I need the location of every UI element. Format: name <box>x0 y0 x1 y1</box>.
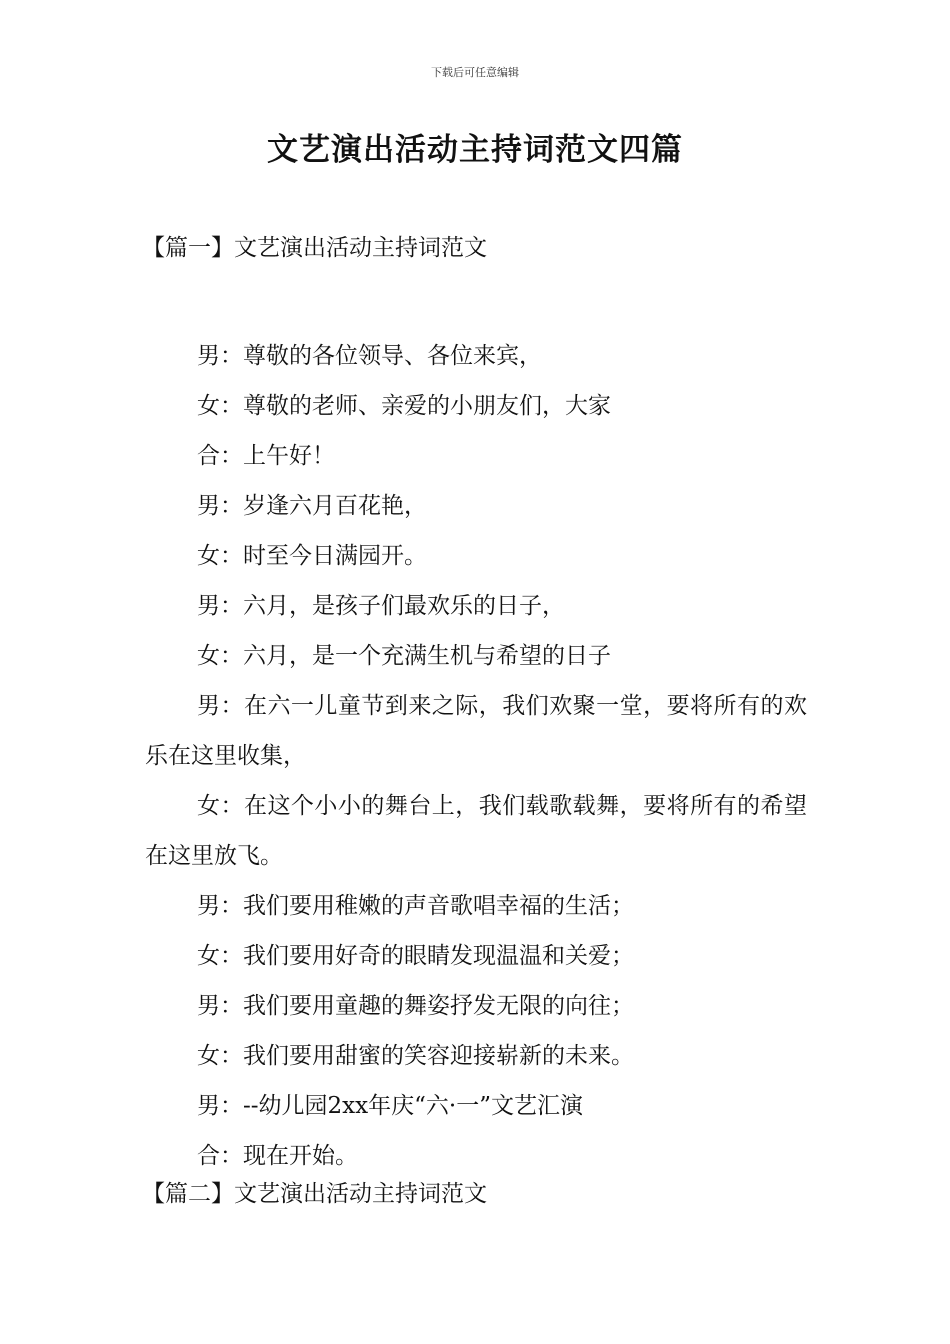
dialogue-line: 男：我们要用童趣的舞姿抒发无限的向往； <box>197 993 634 1019</box>
dialogue-line: 女：我们要用好奇的眼睛发现温温和关爱； <box>197 943 634 969</box>
dialogue-line: 女：时至今日满园开。 <box>197 543 427 569</box>
dialogue-line: 男：尊敬的各位领导、各位来宾， <box>197 343 542 369</box>
dialogue-line: 女：尊敬的老师、亲爱的小朋友们，大家 <box>197 393 611 419</box>
dialogue-line: 合：现在开始。 <box>197 1143 358 1169</box>
dialogue-line: 女：在这个小小的舞台上，我们载歌载舞，要将所有的希望在这里放飞。 <box>145 793 807 869</box>
section-heading-1: 【篇一】文艺演出活动主持词范文 <box>142 235 487 261</box>
dialogue-line: 男：--幼儿园2xx年庆“六·一”文艺汇演 <box>197 1093 583 1119</box>
dialogue-line: 男：六月，是孩子们最欢乐的日子， <box>197 593 565 619</box>
dialogue-line: 女：我们要用甜蜜的笑容迎接崭新的未来。 <box>197 1043 634 1069</box>
dialogue-line: 男：岁逢六月百花艳， <box>197 493 427 519</box>
document-title: 文艺演出活动主持词范文四篇 <box>267 132 683 168</box>
dialogue-line: 男：在六一儿童节到来之际，我们欢聚一堂，要将所有的欢乐在这里收集， <box>145 693 807 769</box>
dialogue-line: 男：我们要用稚嫩的声音歌唱幸福的生活； <box>197 893 634 919</box>
section-heading-2: 【篇二】文艺演出活动主持词范文 <box>142 1181 487 1207</box>
dialogue-line: 合：上午好！ <box>197 443 335 469</box>
header-note: 下载后可任意编辑 <box>431 66 519 79</box>
dialogue-line: 女：六月，是一个充满生机与希望的日子 <box>197 643 611 669</box>
dialogue-body <box>145 331 807 1181</box>
